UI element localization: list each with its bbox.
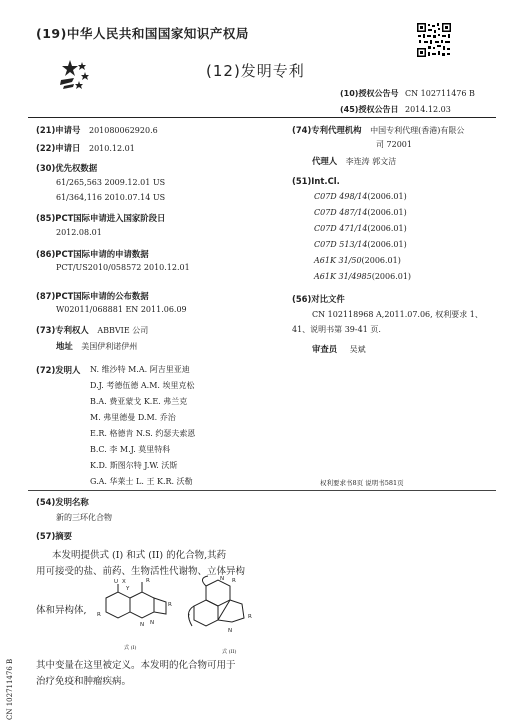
inventor-line: B.A. 费亚蒙戈 K.E. 弗兰克: [90, 397, 188, 406]
svg-text:N: N: [220, 576, 225, 582]
pct-pub-label: (87)PCT国际申请的公布数据: [36, 291, 149, 301]
abstract-line: 本发明提供式 (I) 和式 (II) 的化合物,其药: [52, 550, 227, 561]
references-label: (56)对比文件: [292, 294, 345, 304]
intcl-code: A61K 31/4985: [314, 272, 372, 281]
pub-date-label: (45)授权公告日: [340, 105, 399, 114]
svg-text:N: N: [228, 628, 233, 634]
priority-2: 61/364,116 2010.07.14 US: [56, 193, 166, 202]
inventor-line: G.A. 华莱士 L. 王 K.R. 沃勒: [90, 477, 193, 486]
intcl-code: C07D 487/14: [314, 208, 368, 217]
pub-date: 2014.12.03: [405, 105, 451, 114]
svg-text:R: R: [168, 602, 172, 608]
agency-label: (74)专利代理机构: [292, 125, 362, 135]
intcl-date: (2006.01): [367, 208, 407, 217]
abstract-line: 用可接受的盐、前药、生物活性代谢物、立体异构: [36, 566, 246, 577]
priority-label: (30)优先权数据: [36, 163, 98, 173]
inventor-line: D.J. 考德伍德 A.M. 埃里克松: [90, 381, 195, 390]
svg-text:R: R: [97, 612, 101, 618]
intcl-date: (2006.01): [367, 192, 407, 201]
body-divider: [28, 490, 496, 491]
abstract-line: 治疗免疫和肿瘤疾病。: [36, 676, 132, 687]
svg-text:X: X: [122, 579, 126, 585]
formula-2-label: 式 (II): [222, 649, 237, 655]
document-type: (12)发明专利: [206, 62, 305, 80]
pct-pub: W02011/068881 EN 2011.06.09: [56, 305, 187, 314]
agent-row: [312, 155, 396, 167]
intcl-item: [314, 240, 407, 249]
app-date-label: (22)申请日: [36, 143, 81, 153]
intcl-label: (51)Int.Cl.: [292, 176, 340, 186]
intcl-code: C07D 471/14: [314, 224, 368, 233]
svg-text:R: R: [248, 614, 252, 620]
intcl-code: A61K 31/50: [314, 256, 362, 265]
address-row: [56, 340, 137, 352]
app-no: 201080062920.6: [88, 126, 158, 135]
abstract-label: (57)摘要: [36, 531, 73, 541]
priority-1: 61/265,563 2009.12.01 US: [56, 178, 166, 187]
intcl-date: (2006.01): [361, 256, 401, 265]
pct-app-label: (86)PCT国际申请的申请数据: [36, 249, 149, 259]
formula-1-label: 式 (I): [124, 645, 137, 651]
examiner-row: [312, 343, 366, 355]
app-date-row: [36, 142, 135, 154]
agency: 中国专利代理(香港)有限公: [370, 126, 465, 135]
pub-no: CN 102711476 B: [405, 89, 475, 98]
office-name: (19)中华人民共和国国家知识产权局: [36, 26, 249, 41]
inventor-line: M. 弗里德曼 D.M. 乔治: [90, 413, 176, 422]
invention-title: 新的三环化合物: [56, 513, 112, 522]
examiner-label: 审查员: [312, 344, 338, 354]
formula-2-structure: [178, 574, 272, 642]
intcl-code: C07D 513/14: [314, 240, 368, 249]
intcl-code: C07D 498/14: [314, 192, 368, 201]
app-no-row: [36, 124, 158, 136]
examiner: 吴斌: [349, 345, 366, 354]
abstract-line: 体和异构体,: [36, 605, 87, 616]
patentee: ABBVIE 公司: [97, 326, 149, 335]
intcl-item: [314, 224, 407, 233]
pub-no-label: (10)授权公告号: [340, 89, 399, 98]
pub-no-row: [340, 88, 475, 99]
agent-label: 代理人: [312, 156, 338, 166]
title-label: (54)发明名称: [36, 497, 89, 507]
agency-row: [292, 124, 464, 136]
qr-code-icon: [416, 22, 452, 58]
emblem-icon: [58, 58, 98, 92]
pct-app: PCT/US2010/058572 2010.12.01: [56, 263, 190, 272]
app-date: 2010.12.01: [88, 144, 135, 153]
intcl-item: [314, 272, 411, 281]
patentee-row: [36, 324, 148, 336]
intcl-item: [314, 208, 407, 217]
inventor-line: K.D. 斯图尔特 J.W. 沃斯: [90, 461, 178, 470]
side-publication-number: CN 102711476 B: [6, 658, 14, 720]
agency-cont: 司 72001: [376, 140, 412, 149]
formula-1-structure: [92, 576, 176, 638]
page-counts: 权利要求书8页 说明书581页: [320, 479, 404, 487]
intcl-date: (2006.01): [367, 240, 407, 249]
svg-text:N: N: [150, 620, 155, 626]
intcl-date: (2006.01): [371, 272, 412, 281]
svg-text:N: N: [140, 622, 145, 628]
inventor-line: B.C. 李 M.J. 莫里特科: [90, 445, 171, 454]
intcl-item: [314, 256, 401, 265]
inventor-line: N. 维沙特 M.A. 阿吉里亚迪: [90, 365, 190, 374]
svg-text:(: (: [188, 614, 191, 620]
svg-text:U: U: [114, 579, 119, 585]
inventor-line: E.R. 格德肯 N.S. 约瑟夫索恩: [90, 429, 196, 438]
svg-text:Y: Y: [126, 586, 130, 592]
address: 美国伊利诺伊州: [81, 342, 138, 351]
intcl-date: (2006.01): [367, 224, 407, 233]
svg-text:R: R: [146, 578, 150, 584]
pct-entry: 2012.08.01: [56, 228, 102, 237]
pct-entry-label: (85)PCT国际申请进入国家阶段日: [36, 213, 166, 223]
app-no-label: (21)申请号: [36, 125, 81, 135]
reference-1: CN 102118968 A,2011.07.06, 权利要求 1、: [312, 310, 483, 319]
svg-text:R: R: [232, 578, 236, 584]
inventors-label: (72)发明人: [36, 365, 81, 375]
agents: 李连涛 郭文洁: [345, 157, 397, 166]
reference-2: 41、说明书第 39-41 页.: [292, 325, 381, 334]
patentee-label: (73)专利权人: [36, 325, 89, 335]
address-label: 地址: [56, 341, 73, 351]
abstract-line: 其中变量在这里被定义。本发明的化合物可用于: [36, 660, 236, 671]
pub-date-row: [340, 104, 451, 115]
header-divider: [28, 117, 496, 118]
intcl-item: [314, 192, 407, 201]
